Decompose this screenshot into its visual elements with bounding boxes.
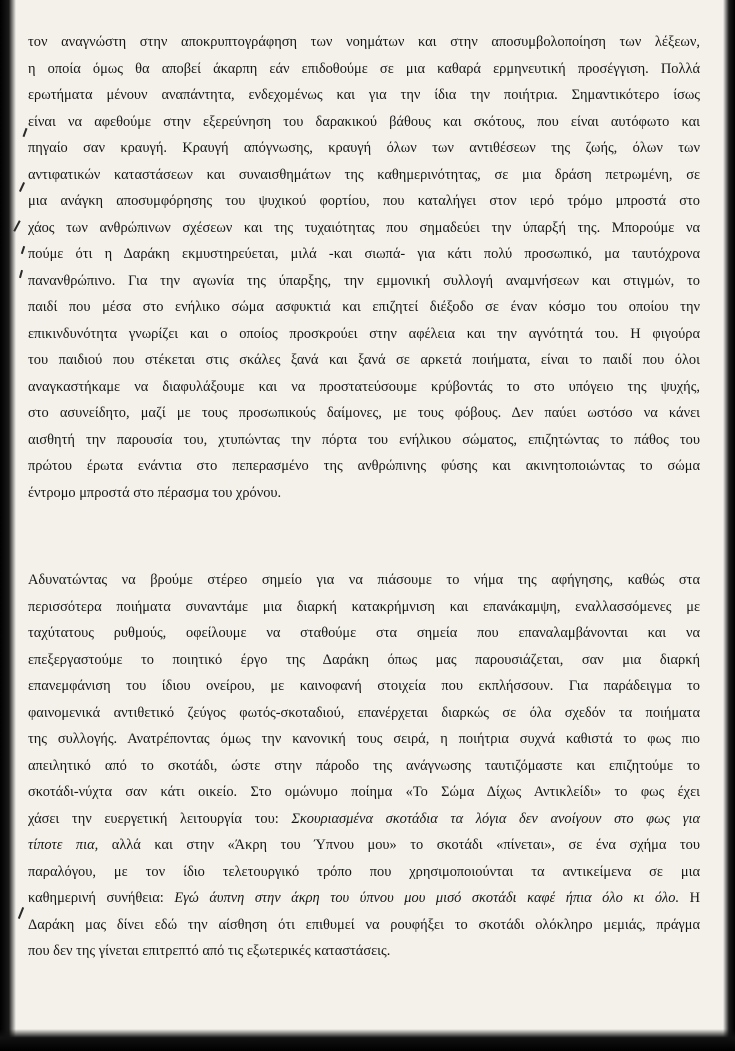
scan-speck [23, 128, 28, 137]
paragraph-1 [28, 29, 700, 506]
left-scan-edge [0, 0, 16, 1051]
text-line: απειλητικό από το σκοτάδι, ώστε στην πάροδο της ανάγνωσης ταυτιζόμαστε και επιζητούμε το [28, 757, 700, 774]
text-line: πανανθρώπινο. Για την αγωνία της ύπαρξης, την εμμονική συλλογή αναμνήσεων και στιγμών, το [28, 272, 700, 289]
text-line: περισσότερα ποιήματα συναντάμε μια διαρκή κατακρήμνιση και επανάκαμψη, εναλλασσόμενες με [28, 598, 700, 615]
italic-quote: τίποτε πια, [28, 837, 99, 853]
scan-speck [18, 907, 24, 919]
text-line: σκοτάδι-νύχτα σαν κάτι οικείο. Στο ομώνυμο ποίημα «Το Σώμα Δίχως Αντικλείδι» το φως έχει [28, 784, 700, 800]
text-line [28, 832, 700, 859]
text-line: πηγαίο σαν κραυγή. Κραυγή απόγνωσης, κραυγή όλων των αντιθέσεων της ζωής, όλων των [28, 140, 700, 156]
text-line [28, 885, 700, 912]
text-line: επανεμφάνιση του ίδιου ονείρου, με καινοφανή στοιχεία που εκπλήσσουν. Για παράδειγμα το [28, 678, 700, 694]
text-line: παιδί που μέσα στο ενήλικο σώμα ασφυκτιά και επιζητεί διέξοδο σε έναν κόσμο του οποίου την [28, 299, 700, 315]
text-run: Η [679, 890, 700, 906]
text-line [28, 806, 700, 833]
text-line: ερωτήματα μένουν αναπάντητα, ενδεχομένως και για την ίδια την ποιήτρια. Σημαντικότερο ίσως [28, 87, 700, 103]
paragraph-2 [28, 567, 700, 965]
text-line: πούμε ότι η Δαράκη εκμυστηρεύεται, μιλά -και σιωπά- για κάτι πολύ προσωπικό, μα ταυτόχρονα [28, 246, 700, 262]
bottom-scan-edge [0, 1029, 735, 1051]
text-line: φαινομενικά αντιθετικό ζεύγος φωτός-σκοταδιού, επανέρχεται διαρκώς σε όλα σχεδόν τα ποιήματα [28, 704, 700, 721]
text-line: πρώτου έρωτα ενάντια στο πεπερασμένο της ανθρώπινης φύσης και ακινητοποιώντας το σώμα [28, 458, 700, 474]
text-line: του παιδιού που στέκεται στις σκάλες ξανά και ξανά σε αρκετά ποιήματα, είναι το παιδί που όλοι [28, 352, 700, 368]
text-line: επικινδυνότητα γνωρίζει και ο οποίος προσκρούει στην αφέλεια και την αγνότητά του. Η φιγούρα [28, 325, 700, 342]
text-run: αλλά και στην «Άκρη του Ύπνου μου» το σκοτάδι «πίνεται», σε ένα σχήμα του [98, 837, 700, 853]
text-run: καθημερινή συνήθεια: [28, 890, 175, 906]
text-line: που δεν της γίνεται επιτρεπτό από τις εξωτερικές καταστάσεις. [28, 943, 391, 959]
right-scan-edge [723, 0, 735, 1051]
text-line: στο ασυνείδητο, μαζί με τους προσωπικούς δαίμονες, με τους φόβους. Δεν παύει ωστόσο να κάνει [28, 405, 700, 421]
text-line: χάος των ανθρώπινων σχέσεων και της τυχαιότητας που σημαδεύει την ύπαρξή της. Μπορούμε να [28, 219, 700, 236]
text-line: τον αναγνώστη στην αποκρυπτογράφηση των νοημάτων και στην αποσυμβολοποίηση των λέξεων, [28, 34, 700, 50]
text-line: Δαράκη μας δίνει εδώ την αίσθηση ότι επιθυμεί να ρουφήξει το σκοτάδι ολόκληρο μεμιάς, πράγμα [28, 916, 700, 933]
scan-speck [19, 182, 25, 192]
italic-quote: Σκουριασμένα σκοτάδια τα λόγια δεν ανοίγουν στο φως για [291, 810, 700, 827]
text-line: αντιφατικών καταστάσεων και συναισθημάτων της καθημερινότητας, σε μια δράση πετρωμένη, σε [28, 166, 700, 183]
text-line: αισθητή την παρουσία του, χτυπώντας την πόρτα του ενήλικου σώματος, επιζητώντας το πάθος του [28, 431, 700, 448]
text-line: είναι να αφεθούμε στην εξερεύνηση του δαρακικού βάθους και σκότους, που είναι αυτόφωτο και [28, 113, 700, 130]
scan-speck [21, 246, 25, 254]
text-line: η οποία όμως θα αποβεί άκαρπη εάν επιδοθούμε σε μια καθαρά ερμηνευτική προσέγγιση. Πολλά [28, 60, 700, 77]
text-line: αναγκαστήκαμε να διαφυλάξουμε και να προστατεύσουμε κρύβοντάς το στο υπόγειο της ψυχής, [28, 378, 700, 395]
text-run: χάσει την ευεργετική λειτουργία του: [28, 810, 292, 827]
text-line: έντρομο μπροστά στο πέρασμα του χρόνου. [28, 484, 282, 501]
text-line: ταχύτατους ρυθμούς, οφείλουμε να σταθούμε στα σημεία που επαναλαμβάνονται και να [28, 625, 700, 641]
text-line: μια ανάγκη αποσυμφόρησης του ψυχικού φορτίου, που καταλήγει στον ιερό τρόμο μπροστά στο [28, 193, 700, 209]
text-line: παραλόγου, με τον ίδιο τελετουργικό τρόπο που χρησιμοποιούνται τα αντικείμενα σε μια [28, 863, 700, 880]
text-line: επεξεργαστούμε το ποιητικό έργο της Δαράκη όπως μας παρουσιάζεται, σαν μια διαρκή [28, 651, 700, 668]
text-line: της συλλογής. Ανατρέποντας όμως την κανονική τους σειρά, η ποιήτρια συχνά καθιστά το φως πιο [28, 731, 700, 747]
italic-quote: Εγώ άυπνη στην άκρη του ύπνου μου μισό σκοτάδι καφέ ήπια όλο κι όλο. [174, 890, 680, 906]
scan-speck [19, 270, 23, 278]
text-line: Αδυνατώντας να βρούμε στέρεο σημείο για να πιάσουμε το νήμα της αφήγησης, καθώς στα [28, 572, 700, 588]
